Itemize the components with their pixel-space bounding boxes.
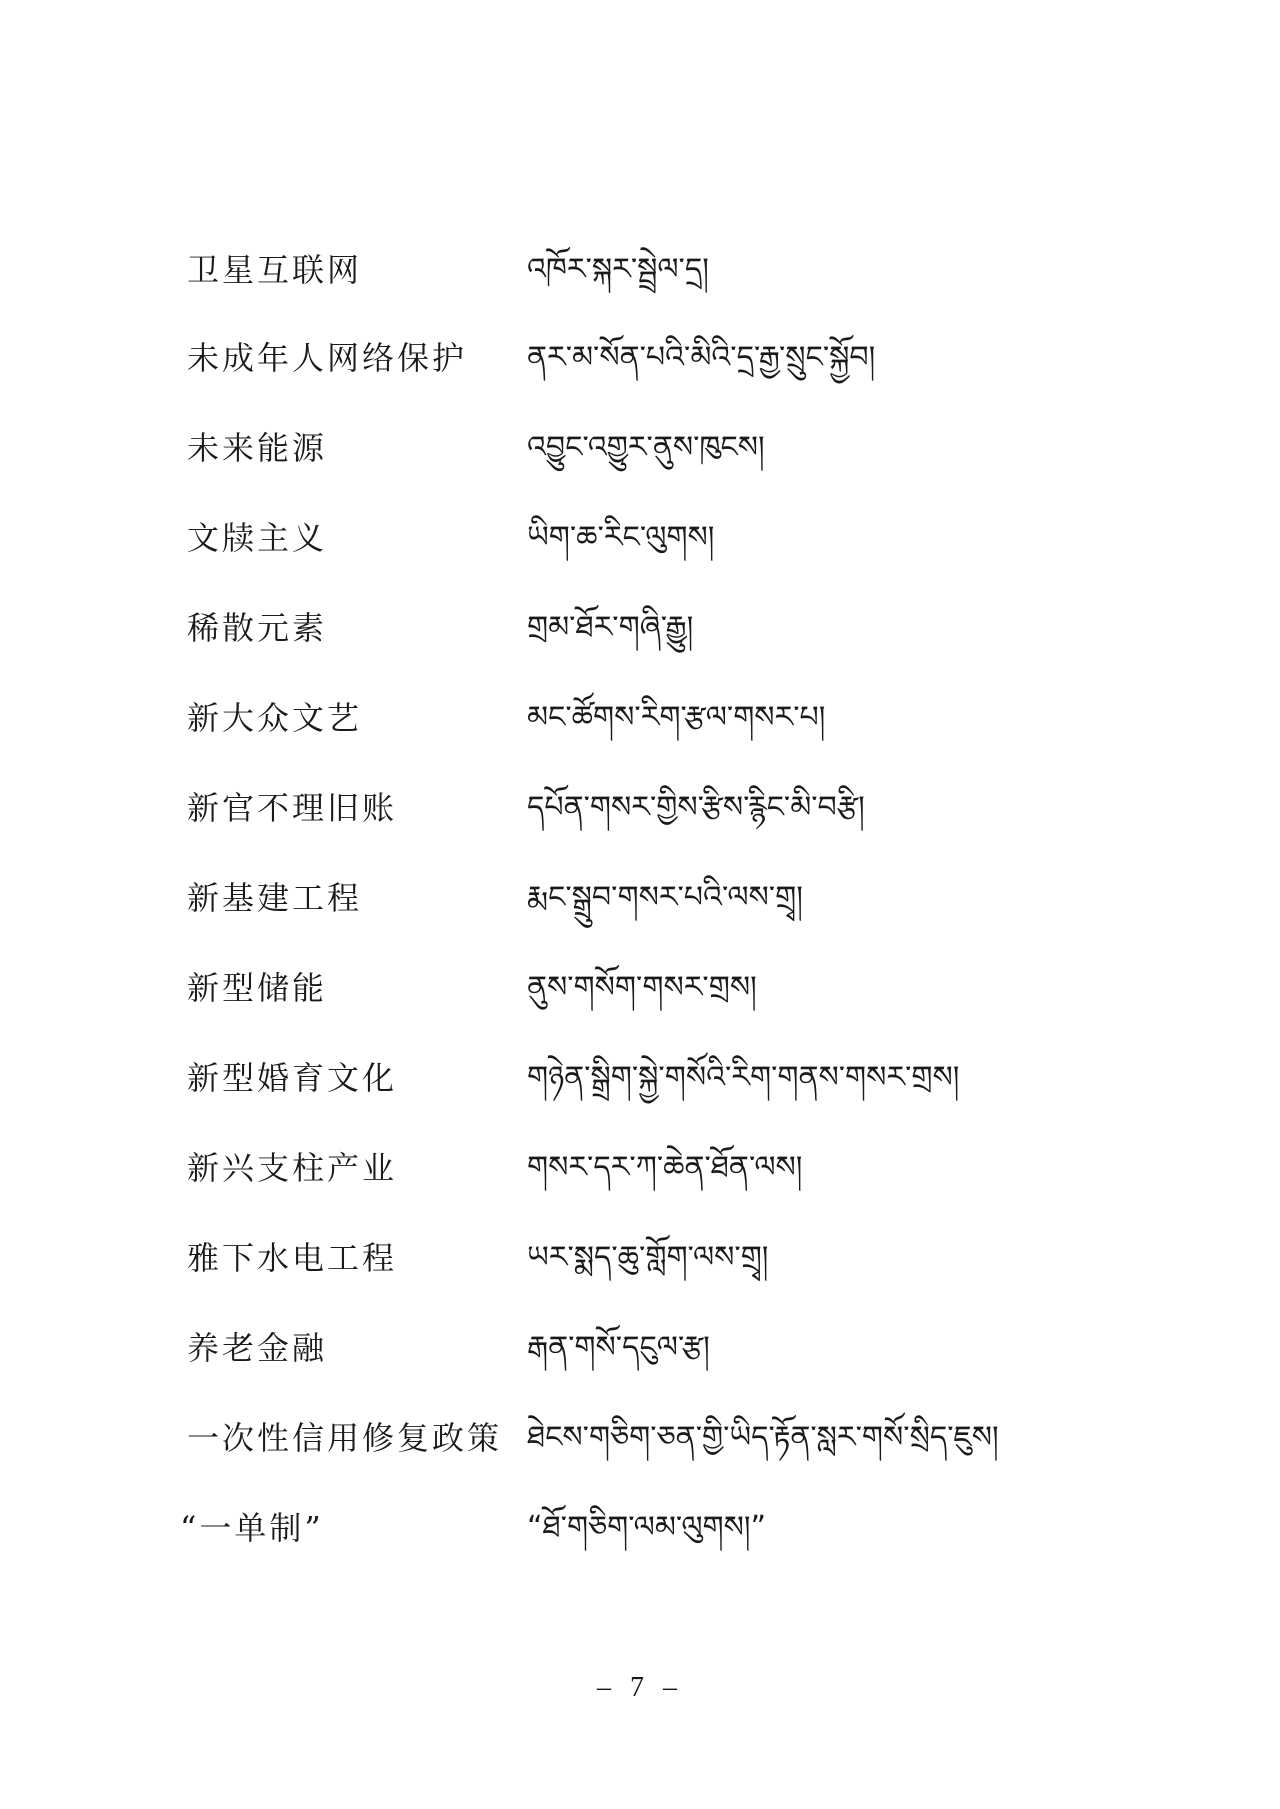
- tibetan-term: ཡིག་ཆ་རིང་ལུགས།: [527, 520, 715, 555]
- glossary-entry: [0, 1048, 1280, 1108]
- glossary-entry: [0, 868, 1280, 928]
- glossary-entry: [0, 1498, 1280, 1558]
- chinese-term: 稀散元素: [187, 609, 328, 647]
- tibetan-term: ཐེངས་གཅིག་ཅན་གྱི་ཡིད་རྟོན་སླར་གསོ་སྲིད་ཇུས།: [527, 1420, 999, 1455]
- chinese-term: 新型储能: [187, 969, 328, 1007]
- chinese-term: “一单制”: [180, 1509, 324, 1547]
- chinese-term: 新兴支柱产业: [187, 1149, 398, 1187]
- tibetan-term: མང་ཚོགས་རིག་རྩལ་གསར་པ།: [527, 700, 826, 735]
- tibetan-term: གསར་དར་ཀ་ཆེན་ཐོན་ལས།: [527, 1150, 803, 1185]
- glossary-entry: [0, 958, 1280, 1018]
- glossary-entry: [0, 1318, 1280, 1378]
- tibetan-term: ཡར་སྨད་ཆུ་གློག་ལས་གྲྭ།: [527, 1240, 769, 1275]
- glossary-entry: [0, 688, 1280, 748]
- tibetan-term: རྨང་སྒྲུབ་གསར་པའི་ལས་གྲྭ།: [527, 880, 803, 915]
- glossary-entry: [0, 418, 1280, 478]
- glossary-entry: [0, 1228, 1280, 1288]
- chinese-term: 卫星互联网: [187, 251, 363, 289]
- tibetan-term: “ཐོ་གཅིག་ལམ་ལུགས།”: [527, 1510, 767, 1545]
- chinese-term: 文牍主义: [187, 519, 328, 557]
- tibetan-term: དཔོན་གསར་གྱིས་རྩིས་རྙིང་མི་བརྩི།: [527, 790, 865, 825]
- tibetan-term: ནུས་གསོག་གསར་གྲས།: [527, 970, 757, 1005]
- chinese-term: 新基建工程: [187, 879, 363, 917]
- glossary-entry: [0, 328, 1280, 388]
- tibetan-term: འཁོར་སྐར་སྦྲེལ་དྲ།: [527, 252, 709, 287]
- chinese-term: 新大众文艺: [187, 699, 363, 737]
- tibetan-term: གྲམ་ཐོར་གཞི་རྒྱུ།: [527, 610, 694, 645]
- glossary-entry: [0, 1138, 1280, 1198]
- chinese-term: 一次性信用修复政策: [187, 1419, 503, 1457]
- chinese-term: 未成年人网络保护: [187, 339, 468, 377]
- page-number: – 7 –: [597, 1672, 683, 1703]
- tibetan-term: ནར་མ་སོན་པའི་མིའི་དྲ་རྒྱ་སྲུང་སྐྱོབ།: [527, 340, 876, 375]
- glossary-entry: [0, 508, 1280, 568]
- tibetan-term: རྒན་གསོ་དངུལ་རྩ།: [527, 1330, 710, 1365]
- chinese-term: 未来能源: [187, 429, 328, 467]
- chinese-term: 雅下水电工程: [187, 1239, 398, 1277]
- tibetan-term: གཉེན་སྒྲིག་སྐྱེ་གསོའི་རིག་གནས་གསར་གྲས།: [527, 1060, 960, 1095]
- glossary-entry: [0, 598, 1280, 658]
- chinese-term: 新型婚育文化: [187, 1059, 398, 1097]
- glossary-entry: [0, 778, 1280, 838]
- glossary-entry: [0, 240, 1280, 300]
- tibetan-term: འབྱུང་འགྱུར་ནུས་ཁུངས།: [527, 430, 765, 465]
- glossary-entry: [0, 1408, 1280, 1468]
- chinese-term: 养老金融: [187, 1329, 328, 1367]
- chinese-term: 新官不理旧账: [187, 789, 398, 827]
